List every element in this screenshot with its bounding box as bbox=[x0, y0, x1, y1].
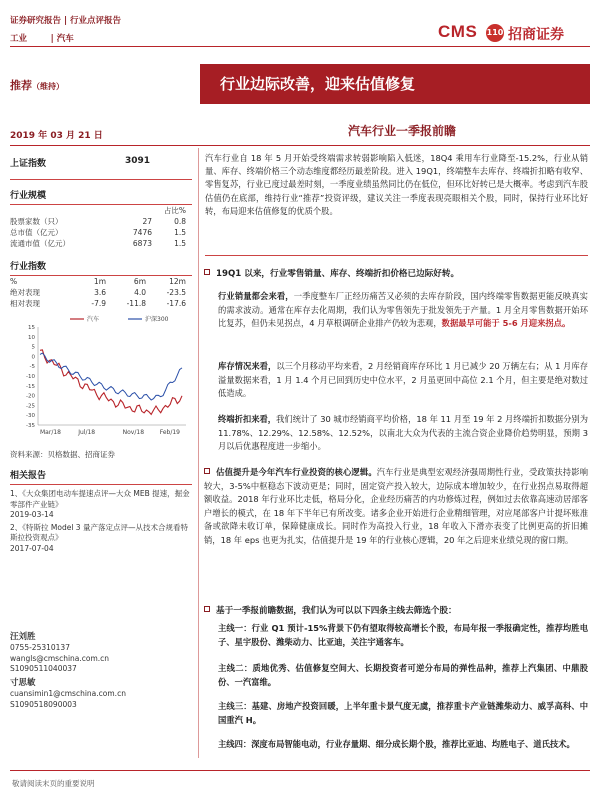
table-row bbox=[10, 216, 192, 227]
related-report-date: 2019-03-14 bbox=[10, 510, 54, 519]
divider bbox=[10, 179, 192, 180]
perf-value: 3.6 bbox=[94, 288, 106, 297]
related-report-title: 2、《特斯拉 Model 3 量产落定点评—从技术合规看特斯拉投资观点》 bbox=[10, 522, 188, 542]
para-lead: 终端折扣来看， bbox=[218, 414, 277, 424]
scale-value: 7476 bbox=[132, 228, 152, 237]
mainline-2: 主线二：质地优秀、估值修复空间大、长期投资者可逆分布局的弹性品种，推荐上汽集团、中鼎股份、一汽富维。 bbox=[218, 663, 588, 687]
table-row bbox=[10, 227, 192, 238]
logo-text-en: CMS bbox=[438, 22, 478, 41]
related-report-title: 1、《大众集团电动车提速点评—大众 MEB 提速，掘金零部件产业链》 bbox=[10, 489, 190, 509]
perf-title: 行业指数 bbox=[10, 262, 47, 272]
table-row bbox=[10, 298, 192, 309]
report-title: 行业边际改善，迎来估值修复 bbox=[220, 75, 416, 93]
y-tick-label: -30 bbox=[26, 413, 35, 420]
series-line-hs300 bbox=[40, 353, 182, 400]
y-tick-label: -5 bbox=[29, 364, 35, 371]
y-tick-label: 10 bbox=[28, 334, 35, 341]
summary-paragraph: 汽车行业自 18 年 5 月开始受终端需求转弱影响陷入低迷，18Q4 乘用车行业降至-15.2%，行业从销量、库存、终端价格三个动态维度都经历最差阶段。进入 19Q1，终端整车去库存、终端折扣略有收窄、零售复苏，行业已度过最差时刻，一季度业绩虽然同比仍在低位，但环比好转已是大概率。考虑到汽车股估值仍在底部，维持行业“推荐”投资评级，建议关注一季度表现亮眼相关个股，同时，保持行业环比好转，布局迎来估值修复的优质个股。 bbox=[205, 153, 588, 216]
table-row bbox=[10, 287, 192, 298]
index-row bbox=[10, 156, 150, 169]
para-lead: 行业销量都会来看， bbox=[218, 291, 294, 301]
sales-paragraph bbox=[218, 290, 588, 331]
analyst-name: 汪刘胜 bbox=[10, 632, 36, 642]
date-divider bbox=[10, 145, 590, 146]
y-tick-label: 5 bbox=[31, 344, 35, 351]
y-axis bbox=[26, 325, 186, 429]
para-body: 我们统计了 30 城市经销商平均价格，18 年 11 月至 19 年 2 月终端折扣数据分别为 11.78%、12.29%、12.58%、12.52%，以南北大众为代表的主流合资企业降价趋势明显，预期 3 月以后优惠程度进一步缩小。 bbox=[218, 414, 588, 452]
summary-divider bbox=[205, 255, 588, 256]
related-report-date: 2017-07-04 bbox=[10, 543, 54, 553]
table-row bbox=[10, 238, 192, 249]
perf-name: 绝对表现 bbox=[10, 288, 40, 297]
rating bbox=[10, 77, 64, 93]
inventory-paragraph bbox=[218, 360, 588, 401]
x-tick-label: Feb/19 bbox=[159, 429, 180, 436]
company-logo bbox=[438, 22, 588, 44]
para-lead: 库存情况来看， bbox=[218, 361, 277, 371]
analyst-cert: S1090518090003 bbox=[10, 699, 77, 709]
footer-note: 敬请阅读末页的重要说明 bbox=[12, 779, 95, 788]
mainline-4: 主线四：深度布局智能电动，行业存量期、细分成长期个股，推荐比亚迪、均胜电子、道氏技术。 bbox=[218, 739, 575, 749]
scale-title: 行业规模 bbox=[10, 191, 47, 201]
y-tick-label: -10 bbox=[26, 374, 35, 380]
scale-table bbox=[10, 216, 192, 249]
bullet-heading-text: 19Q1 以来，行业零售销量、库存、终端折扣价格已边际好转。 bbox=[216, 269, 460, 279]
discount-paragraph bbox=[218, 413, 588, 454]
analyst-block bbox=[10, 632, 192, 711]
perf-value: -17.6 bbox=[166, 299, 186, 308]
y-tick-label: -25 bbox=[26, 403, 35, 410]
y-tick-label: 15 bbox=[28, 325, 35, 331]
bullet-box-icon bbox=[204, 468, 210, 474]
analyst-email[interactable]: cuansimin1@cmschina.com.cn bbox=[10, 688, 126, 698]
y-tick-label: -15 bbox=[26, 383, 35, 390]
perf-value: 4.0 bbox=[134, 288, 146, 297]
sidebar-divider bbox=[198, 148, 199, 758]
x-axis bbox=[40, 429, 180, 436]
chart-legend bbox=[70, 315, 169, 323]
y-tick-label: 0 bbox=[31, 354, 35, 361]
legend-label: 汽车 bbox=[87, 316, 100, 323]
related-report bbox=[10, 489, 192, 554]
scale-header bbox=[10, 205, 192, 216]
scale-share: 0.8 bbox=[174, 217, 186, 226]
mainline-1: 主线一：行业 Q1 预计-15%背景下仍有望取得较高增长个股，布局年报一季报确定性，推荐均胜电子、星宇股份、潍柴动力、比亚迪，关注宇通客车。 bbox=[218, 623, 588, 647]
para-body: 以三个月移动平均来看，2 月经销商库存环比 1 月已减少 20 万辆左右；从 1 月库存溢量数据来看，1 月 1.4 个月已回到历史中位水平，2 月虽更回中高位 2.1 个月，但主要是绝对数过低造成。 bbox=[218, 361, 588, 399]
para-highlight: 数据最早可能于 5-6 月迎来拐点。 bbox=[441, 318, 571, 329]
y-tick-label: -35 bbox=[26, 423, 35, 429]
analyst-phone: 0755-25310137 bbox=[10, 642, 70, 652]
analyst-cert: S1090511040037 bbox=[10, 664, 77, 674]
y-tick-label: -20 bbox=[26, 393, 35, 400]
x-tick-label: Mar/18 bbox=[40, 429, 61, 436]
analyst-email[interactable]: wangls@cmschina.com.cn bbox=[10, 653, 110, 663]
bullet-heading-text: 估值提升是今年汽车行业投资的核心逻辑。 bbox=[216, 467, 377, 477]
industry-breadcrumb: 工业 | 汽车 bbox=[10, 34, 74, 44]
chart-source: 资料来源：贝格数据、招商证券 bbox=[10, 450, 115, 459]
scale-name: 总市值（亿元） bbox=[10, 228, 63, 237]
logo-text-cn: 招商证券 bbox=[508, 27, 564, 43]
perf-col: % bbox=[10, 277, 18, 286]
index-value: 3091 bbox=[124, 156, 150, 166]
perf-col: 6m bbox=[133, 277, 146, 286]
perf-header bbox=[10, 276, 192, 287]
perf-col: 12m bbox=[169, 277, 186, 286]
rating-label: 推荐 bbox=[10, 79, 32, 92]
rating-sub: （维持） bbox=[32, 82, 64, 91]
index-chart bbox=[10, 313, 192, 443]
bullet-heading bbox=[204, 267, 459, 279]
bullet-box-icon bbox=[204, 606, 210, 612]
x-tick-label: Jul/18 bbox=[78, 429, 96, 436]
bullet-heading-text: 基于一季报前瞻数据，我们认为可以以下四条主线去筛选个股： bbox=[216, 606, 457, 616]
perf-col: 1m bbox=[93, 277, 106, 286]
sidebar bbox=[10, 150, 192, 780]
bullet-box-icon bbox=[204, 269, 210, 275]
scale-col-header: 占比% bbox=[163, 206, 186, 215]
divider bbox=[10, 484, 192, 485]
report-subtitle: 汽车行业一季报前瞻 bbox=[348, 124, 457, 138]
mainline-3: 主线三：基建、房地产投资回暖，上半年重卡景气度无虞，推荐重卡产业链潍柴动力、威孚高科、中国重汽 H。 bbox=[218, 701, 588, 725]
related-title: 相关报告 bbox=[10, 471, 47, 481]
para-body: 汽车行业是典型宏观经济强周期性行业，受政策扶持影响较大，3-5%中枢稳态下波动更是；同时，固定资产投入较大，边际成本增加较少，在行业拐点易取得超额收益。2018 年行业环比走低，格局分化，企业经历痛苦的内功修炼过程，例如过去依靠高速动居部客户增长的模式，在 18 年下半年已有所改变。诸多企业开始进行企业精细管理，对应尾部客户计提坏账准备或欲降未收订单，保障健康成长。同时作为高投入行业，18 年收入下滑亦表变了比例更高的折旧摊销，18 年 eps 也更为扎实，估值提升是 19 年的行业核心逻辑，20 年之后迎来业绩兑现的窗口期。 bbox=[204, 467, 588, 545]
report-date: 2019 年 03 月 21 日 bbox=[10, 131, 103, 141]
scale-value: 27 bbox=[142, 217, 152, 226]
scale-name: 流通市值（亿元） bbox=[10, 239, 70, 248]
scale-share: 1.5 bbox=[174, 228, 186, 237]
footer-divider bbox=[10, 770, 590, 771]
bullet-heading bbox=[204, 604, 457, 616]
scale-value: 6873 bbox=[132, 239, 152, 248]
logo-badge: 110 bbox=[486, 24, 504, 42]
perf-value: -23.5 bbox=[166, 288, 186, 297]
x-tick-label: Nov/18 bbox=[122, 429, 145, 436]
legend-label: 沪深300 bbox=[145, 316, 169, 323]
valuation-paragraph bbox=[204, 466, 588, 548]
index-label: 上证指数 bbox=[10, 159, 47, 169]
header-divider bbox=[10, 46, 590, 47]
series-line-auto bbox=[40, 350, 182, 415]
scale-name: 股票家数（只） bbox=[10, 217, 63, 226]
perf-value: -11.8 bbox=[126, 299, 146, 308]
para-body: 一季度整车厂正经历痛苦又必须的去库存阶段，国内终端零售数据更能反映真实的需求波动。通常在库存去化周期，我们认为零售领先于批发领先于产量。1 月全月零售数据开始环比复苏，但仍未见拐点，4 月草根调研企业排产仍较为悲观， bbox=[218, 291, 588, 329]
analyst-name: 寸思敏 bbox=[10, 678, 36, 689]
perf-name: 相对表现 bbox=[10, 299, 40, 308]
scale-share: 1.5 bbox=[174, 239, 186, 248]
perf-value: -7.9 bbox=[91, 299, 106, 308]
report-category: 证券研究报告 | 行业点评报告 bbox=[10, 16, 122, 26]
